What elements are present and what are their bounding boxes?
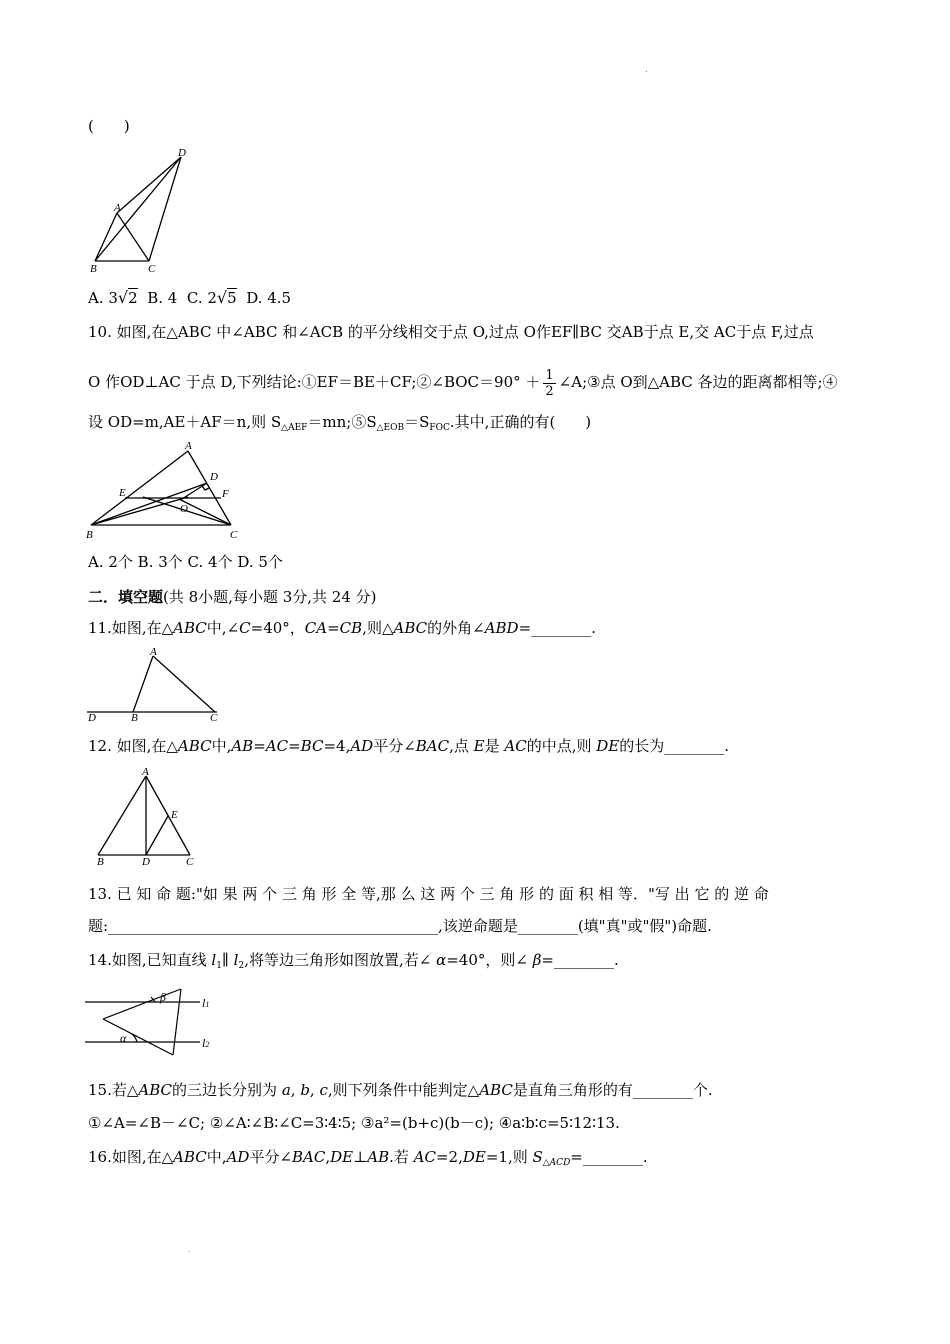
q12-p: AC <box>504 737 527 755</box>
q16-c: 中, <box>206 1148 227 1166</box>
q15-k: 是直角三角形的有________个. <box>512 1081 713 1099</box>
q9-label-c: C <box>148 263 156 275</box>
q12-label-d: D <box>142 856 150 868</box>
q9-label-b: B <box>90 263 97 275</box>
q14-c: ,将等边三角形如图放置,若∠ <box>244 951 437 969</box>
q14-beta: β <box>532 951 542 969</box>
q9-label-d: D <box>178 147 186 159</box>
q12-h: BC <box>300 737 324 755</box>
q11-i: ,则△ <box>362 619 394 637</box>
q12-g: = <box>288 737 301 755</box>
q16-p-sub: △ACD <box>542 1158 571 1168</box>
q10-line3-b: ＝mn;⑤S <box>307 413 377 431</box>
q15-a: 15.若△ <box>88 1081 139 1099</box>
q12-k: 平分∠ <box>373 737 416 755</box>
q16-e: 平分∠ <box>249 1148 293 1166</box>
q16-a: 16.如图,在△ <box>88 1148 174 1166</box>
q10-line2 <box>88 362 838 402</box>
q10-label-f: F <box>222 488 229 500</box>
q16-q: =________. <box>570 1148 648 1166</box>
q16-d: AD <box>226 1148 250 1166</box>
q10-line2-b: ∠A;③点 O到△ABC 各边的距离都相等;④ <box>558 373 838 391</box>
q12-j: AD <box>350 737 374 755</box>
q14-b: ∥ <box>221 951 234 969</box>
q10-label-c: C <box>230 529 238 541</box>
q11-label-d: D <box>88 712 96 724</box>
q12-d: AB <box>231 737 254 755</box>
q11-k: 的外角∠ <box>427 619 485 637</box>
q16-i: ⊥ <box>353 1148 368 1166</box>
q14-l1: l <box>211 951 217 969</box>
q9-label-a: A <box>114 202 121 214</box>
q14-label-l1-sub: 1 <box>205 1000 210 1009</box>
q11-figure <box>85 648 225 718</box>
q12-label-c: C <box>186 856 194 868</box>
q10-line3-a: 设 OD=m,AE＋AF＝n,则 S <box>88 413 282 431</box>
q16-g: , <box>325 1148 331 1166</box>
q9-option-a-radicand: 2 <box>128 289 138 307</box>
q16-h: DE <box>330 1148 354 1166</box>
q12-s: 的长为________. <box>619 737 730 755</box>
q10-frac-num: 1 <box>545 367 554 383</box>
q15-e: , <box>290 1081 301 1099</box>
radical-sign-icon: √ <box>117 288 129 307</box>
header-dot: . <box>645 65 648 75</box>
q15-text <box>88 1080 713 1100</box>
q14-alpha: α <box>436 951 447 969</box>
q11-g: = <box>327 619 340 637</box>
q15-g: , <box>309 1081 320 1099</box>
q10-line2-a: O 作OD⊥AC 于点 D,下列结论:①EF＝BE＋CF;②∠BOC＝90° ＋ <box>88 373 541 391</box>
q11-c: 中,∠ <box>206 619 240 637</box>
q10-sub-foc: FOC <box>429 423 450 433</box>
q14-l2: l <box>233 951 239 969</box>
q11-e: =40°， <box>250 619 305 637</box>
q14-label-l2 <box>202 1038 209 1050</box>
q11-label-b: B <box>131 712 138 724</box>
q14-l1-sub: 1 <box>216 961 222 971</box>
q14-label-alpha: α <box>120 1031 127 1045</box>
q9-option-c: C. 2 <box>186 289 217 307</box>
q12-f: AC <box>265 737 289 755</box>
q13-line2: 题:____________________________________________,该逆命题是________(填"真"或"假")命题. <box>88 917 712 935</box>
q9-figure <box>85 145 215 280</box>
q12-n: E <box>473 737 485 755</box>
q16-text <box>88 1147 648 1173</box>
q12-r: DE <box>596 737 620 755</box>
q12-b: ABC <box>177 737 212 755</box>
q16-j: AB <box>367 1148 390 1166</box>
q11-label-c: C <box>210 712 218 724</box>
q10-line3 <box>88 412 591 438</box>
q11-j: ABC <box>393 619 428 637</box>
radical-sign-icon: √ <box>216 288 228 307</box>
q10-sub-aef: △AEF <box>281 423 308 433</box>
q12-i: =4, <box>323 737 351 755</box>
q12-a: 12. 如图,在△ <box>88 737 178 755</box>
q15-j: ABC <box>479 1081 513 1099</box>
q9-answer-bracket: ( ) <box>88 117 130 135</box>
q12-label-b: B <box>97 856 104 868</box>
q10-label-b: B <box>86 529 93 541</box>
q14-a: 14.如图,已知直线 <box>88 951 212 969</box>
q12-q: 的中点,则 <box>526 737 597 755</box>
q11-d: C <box>239 619 251 637</box>
q12-c: 中, <box>211 737 232 755</box>
q15-h: c <box>319 1081 328 1099</box>
q10-label-o: O <box>180 503 188 515</box>
q14-label-l2-sub: 2 <box>205 1040 210 1049</box>
q10-line1: 10. 如图,在△ABC 中∠ABC 和∠ACB 的平分线相交于点 O,过点 O作EF∥BC 交AB于点 E,交 AC于点 F,过点 <box>88 323 814 341</box>
q9-option-d: D. 4.5 <box>246 289 292 307</box>
q16-k: .若 <box>389 1148 414 1166</box>
section-2-heading <box>88 587 377 607</box>
q15-i: ,则下列条件中能判定△ <box>327 1081 480 1099</box>
q9-option-b: B. 4 <box>147 289 178 307</box>
q10-label-e: E <box>119 487 126 499</box>
q15-f: b <box>300 1081 310 1099</box>
q10-label-a: A <box>185 440 192 452</box>
q14-l2-sub: 2 <box>238 961 245 971</box>
q10-figure <box>85 445 245 545</box>
q16-p: S <box>532 1148 543 1166</box>
q11-l: ABD <box>484 619 519 637</box>
q14-e: =________. <box>541 951 619 969</box>
q16-f: BAC <box>292 1148 326 1166</box>
q11-f: CA <box>304 619 328 637</box>
q14-label-l1 <box>202 998 209 1010</box>
q9-option-c-radicand: 5 <box>227 289 237 307</box>
q14-label-l2-text: l <box>202 1036 206 1050</box>
q15-b: ABC <box>138 1081 173 1099</box>
footer-dot: . <box>188 1245 191 1255</box>
q12-l: BAC <box>415 737 450 755</box>
q11-label-a: A <box>150 646 157 658</box>
q11-b: ABC <box>173 619 207 637</box>
q14-label-l1-text: l <box>202 996 206 1010</box>
section-2-title: 二．填空题 <box>88 588 164 606</box>
q16-n: DE <box>462 1148 486 1166</box>
q10-label-d: D <box>210 471 218 483</box>
q12-figure <box>90 770 200 860</box>
q14-d: =40°，则∠ <box>446 951 533 969</box>
q12-e: = <box>253 737 266 755</box>
q15-c: 的三边长分别为 <box>172 1081 282 1099</box>
q11-m: =________. <box>518 619 596 637</box>
q16-l: AC <box>413 1148 436 1166</box>
q12-m: ,点 <box>449 737 474 755</box>
q16-m: =2, <box>435 1148 463 1166</box>
q16-b: ABC <box>173 1148 207 1166</box>
section-2-note: (共 8小题,每小题 3分,共 24 分) <box>163 588 377 606</box>
q16-o: =1,则 <box>485 1148 533 1166</box>
q12-label-a: A <box>142 766 149 778</box>
q11-text <box>88 618 596 638</box>
q14-figure <box>85 985 215 1060</box>
q15-d: a <box>281 1081 291 1099</box>
q11-a: 11.如图,在△ <box>88 619 174 637</box>
q14-text <box>88 950 619 976</box>
q14-label-beta: β <box>160 990 166 1004</box>
q12-label-e: E <box>171 809 178 821</box>
q9-options <box>88 288 291 308</box>
q12-text <box>88 736 729 756</box>
q10-fraction <box>543 368 555 399</box>
q10-sub-eob: △EOB <box>376 423 405 433</box>
q15-conditions: ①∠A=∠B－∠C; ②∠A∶∠B∶∠C=3∶4∶5; ③a²=(b+c)(b－c); ④a∶b∶c=5∶12∶13. <box>88 1114 620 1132</box>
q10-line3-c: ＝S <box>404 413 430 431</box>
q10-options: A. 2个 B. 3个 C. 4个 D. 5个 <box>88 553 283 571</box>
q13-line1: 13. 已 知 命 题:"如 果 两 个 三 角 形 全 等,那 么 这 两 个 三 角 形 的 面 积 相 等．"写 出 它 的 逆 命 <box>88 885 769 903</box>
q11-h: CB <box>339 619 363 637</box>
q9-option-a: A. 3 <box>88 289 118 307</box>
q10-line3-d: .其中,正确的有( ) <box>449 413 592 431</box>
q10-frac-den: 2 <box>545 383 554 399</box>
q12-o: 是 <box>484 737 505 755</box>
